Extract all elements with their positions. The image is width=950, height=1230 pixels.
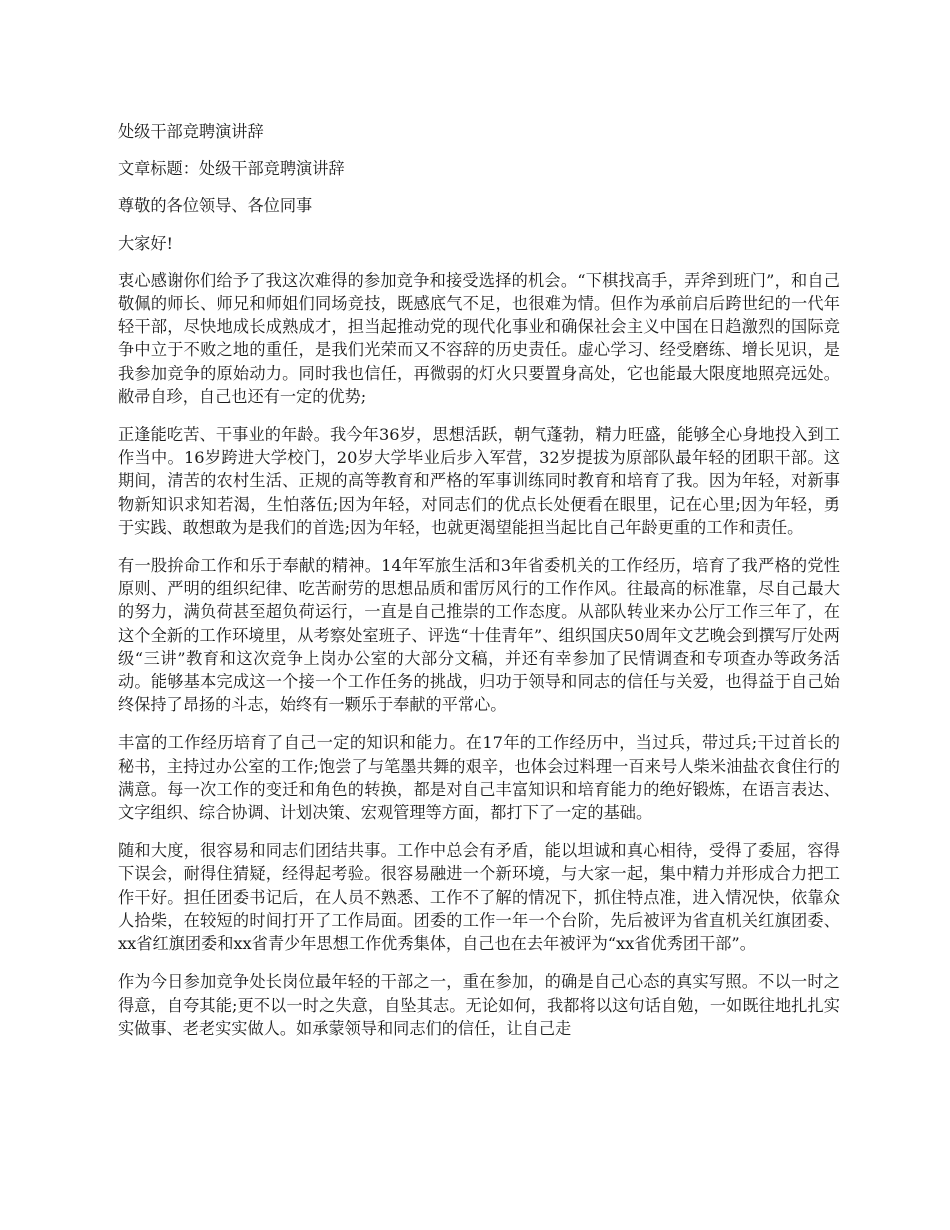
paragraph-teamwork: 随和大度，很容易和同志们团结共事。工作中总会有矛盾，能以坦诚和真心相待，受得了委屈，容得下误会，耐得住猜疑，经得起考验。很容易融进一个新环境，与大家一起，集中精力并形成合力把工作干好。担任团委书记后，在人员不熟悉、工作不了解的情况下，抓住特点准，进入情况快，依靠众人拾柴，在较短的时间打开了工作局面。团委的工作一年一个台阶，先后被评为省直机关红旗团委、xx省红旗团委和xx省青少年思想工作优秀集体，自己也在去年被评为“xx省优秀团干部”。 <box>118 841 840 954</box>
paragraph-experience: 丰富的工作经历培育了自己一定的知识和能力。在17年的工作经历中，当过兵，带过兵;干过首长的秘书，主持过办公室的工作;饱尝了与笔墨共舞的艰辛，也体会过料理一百来号人柴米油盐衣食住行的满意。每一次工作的变迁和角色的转换，都是对自己丰富知识和培育能力的绝好锻炼，在语言表达、文字组织、综合协调、计划决策、宏观管理等方面，都打下了一定的基础。 <box>118 733 840 823</box>
document-body <box>118 120 840 1055</box>
salutation: 尊敬的各位领导、各位同事 <box>118 196 313 216</box>
paragraph-gratitude: 衷心感谢你们给予了我这次难得的参加竞争和接受选择的机会。“下棋找高手，弄斧到班门”，和自己敬佩的师长、师兄和师姐们同场竞技，既感底气不足，也很难为情。但作为承前启后跨世纪的一代年轻干部，尽快地成长成熟成才，担当起推动党的现代化事业和确保社会主义中国在日趋激烈的国际竞争中立于不败之地的重任，是我们光荣而又不容辞的历史责任。虚心学习、经受磨练、增长见识，是我参加竞争的原始动力。同时我也信任，再微弱的灯火只要置身高处，它也能最大限度地照亮远处。敝帚自珍，自己也还有一定的优势; <box>118 270 840 406</box>
document-title: 处级干部竞聘演讲辞 <box>118 122 264 141</box>
article-title-line: 文章标题：处级干部竞聘演讲辞 <box>118 159 345 179</box>
paragraph-closing: 作为今日参加竞争处长岗位最年轻的干部之一，重在参加，的确是自己心态的真实写照。不以一时之得意，自夸其能;更不以一时之失意，自坠其志。无论如何，我都将以这句话自勉，一如既往地扎扎实实做事、老老实实做人。如承蒙领导和同志们的信任，让自己走 <box>118 972 840 1038</box>
greeting: 大家好! <box>118 233 174 253</box>
paragraph-age-advantage: 正逢能吃苦、干事业的年龄。我今年36岁，思想活跃，朝气蓬勃，精力旺盛，能够全心身地投入到工作当中。16岁跨进大学校门，20岁大学毕业后步入军营，32岁提拔为原部队最年轻的团职干部。这期间，清苦的农村生活、正规的高等教育和严格的军事训练同时教育和培育了我。因为年轻，对新事物新知识求知若渴，生怕落伍;因为年轻，对同志们的优点长处便看在眼里，记在心里;因为年轻，勇于实践、敢想敢为是我们的首选;因为年轻，也就更渴望能担当起比自己年龄更重的工作和责任。 <box>118 425 840 537</box>
paragraph-dedication: 有一股拚命工作和乐于奉献的精神。14年军旅生活和3年省委机关的工作经历，培育了我严格的党性原则、严明的组织纪律、吃苦耐劳的思想品质和雷厉风行的工作作风。往最高的标准靠，尽自己最大的努力，满负荷甚至超负荷运行，一直是自己推崇的工作态度。从部队转业来办公厅工作三年了，在这个全新的工作环境里，从考察处室班子、评选“十佳青年”、组织国庆50周年文艺晚会到撰写厅处两级“三讲”教育和这次竞争上岗办公室的大部分文稿，并还有幸参加了民情调查和专项查办等政务活动。能够基本完成这一个接一个工作任务的挑战，归功于领导和同志的信任与关爱，也得益于自己始终保持了昂扬的斗志，始终有一颗乐于奉献的平常心。 <box>118 556 840 715</box>
